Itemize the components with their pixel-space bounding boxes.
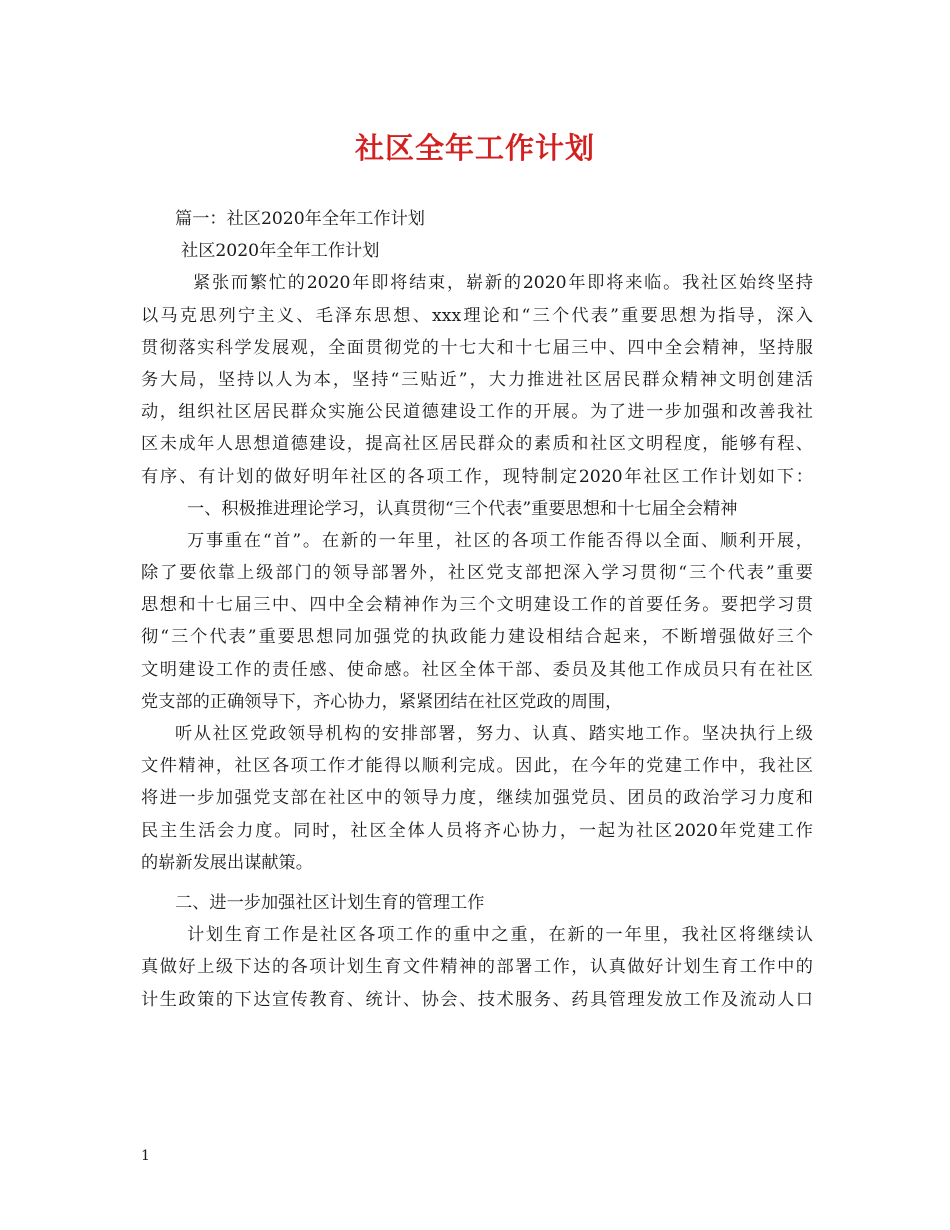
body-line: 党支部的正确领导下，齐心协力，紧紧团结在社区党政的周围，	[141, 691, 623, 712]
document-title: 社区全年工作计划	[354, 131, 595, 165]
body-line: 文件精神，社区各项工作才能得以顺利完成。因此，在今年的党建工作中，我社区	[141, 756, 813, 777]
body-line: 篇一：社区2020年全年工作计划	[175, 209, 425, 229]
document-body	[141, 203, 813, 1016]
body-line: 贯彻落实科学发展观，全面贯彻党的十七大和十七届三中、四中全会精神，坚持服	[141, 337, 813, 358]
body-line: 以马克思列宁主义、毛泽东思想、xxx理论和“三个代表”重要思想为指导，深入	[141, 305, 813, 326]
body-line: 除了要依靠上级部门的领导部署外，社区党支部把深入学习贯彻“三个代表”重要	[141, 563, 813, 584]
body-line: 区未成年人思想道德建设，提高社区居民群众的素质和社区文明程度，能够有程、	[141, 434, 813, 455]
body-line: 彻“三个代表”重要思想同加强党的执政能力建设相结合起来，不断增强做好三个	[141, 627, 813, 648]
body-line: 真做好上级下达的各项计划生育文件精神的部署工作，认真做好计划生育工作中的	[141, 957, 813, 978]
body-line: 二、进一步加强社区计划生育的管理工作	[175, 892, 485, 913]
body-line: 的崭新发展出谋献策。	[141, 852, 313, 873]
body-line: 务大局，坚持以人为本，坚持“三贴近”，大力推进社区居民群众精神文明创建活	[141, 369, 813, 390]
body-line: 社区2020年全年工作计划	[181, 241, 380, 262]
body-line: 有序、有计划的做好明年社区的各项工作，现特制定2020年社区工作计划如下：	[141, 466, 813, 487]
body-line: 计生政策的下达宣传教育、统计、协会、技术服务、药具管理发放工作及流动人口	[141, 989, 813, 1010]
body-line: 计划生育工作是社区各项工作的重中之重，在新的一年里，我社区将继续认	[187, 925, 813, 946]
body-line: 一、积极推进理论学习，认真贯彻“三个代表”重要思想和十七届全会精神	[187, 498, 738, 519]
page-number: 1	[141, 1148, 150, 1164]
body-line: 万事重在“首”。在新的一年里，社区的各项工作能否得以全面、顺利开展，	[187, 530, 813, 551]
body-line: 将进一步加强党支部在社区中的领导力度，继续加强党员、团员的政治学习力度和	[141, 788, 813, 809]
body-line: 听从社区党政领导机构的安排部署，努力、认真、踏实地工作。坚决执行上级	[175, 724, 813, 744]
body-line: 紧张而繁忙的2020年即将结束，崭新的2020年即将来临。我社区始终坚持	[193, 273, 813, 294]
body-line: 文明建设工作的责任感、使命感。社区全体干部、委员及其他工作成员只有在社区	[141, 659, 813, 680]
body-line: 动，组织社区居民群众实施公民道德建设工作的开展。为了进一步加强和改善我社	[141, 402, 813, 423]
body-line: 民主生活会力度。同时，社区全体人员将齐心协力，一起为社区2020年党建工作	[141, 820, 813, 841]
body-line: 思想和十七届三中、四中全会精神作为三个文明建设工作的首要任务。要把学习贯	[141, 595, 813, 616]
